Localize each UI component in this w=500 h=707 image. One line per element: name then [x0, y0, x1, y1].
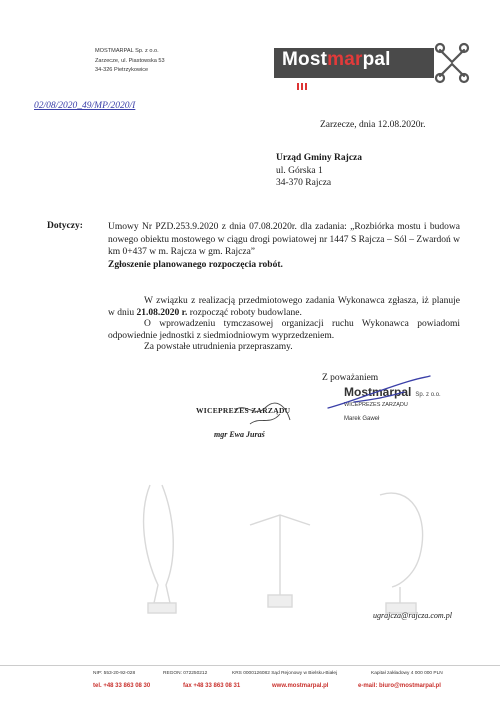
body-paragraph-2: O wprowadzeniu tymczasowej organizacji ruchu Wykonawca powiadomi odpowiednie jednostki z siedmiodniowym wyprzedzeniem. — [108, 319, 460, 341]
footer-capital: Kapitał zakładowy 4 000 000 PLN — [371, 671, 443, 676]
letter-body — [108, 296, 460, 354]
stamp-role: WICEPREZES ZARZĄDU — [344, 402, 408, 408]
footer-krs: KRS 0000126082 Sąd Rejonowy w Bielsku-Białej — [232, 671, 338, 676]
logo-text — [282, 49, 391, 71]
company-address — [95, 47, 165, 76]
start-date: 21.08.2020 r. — [136, 307, 188, 318]
recipient-address — [276, 152, 362, 190]
logo-prefix: Most — [282, 49, 328, 70]
crane-hook-icon — [434, 40, 472, 86]
subject-label: Dotyczy: — [47, 221, 83, 231]
vice-president-title: WICEPREZES ZARZĄDU — [196, 406, 291, 415]
footer-regon: REGON: 072250212 — [163, 671, 208, 676]
vice-president-name: mgr Ewa Juraś — [214, 430, 265, 439]
stamp-company-suffix: Sp. z o.o. — [415, 392, 441, 398]
company-logo — [274, 40, 472, 88]
closing-phrase: Z poważaniem — [322, 373, 379, 383]
vice-president-signature — [230, 398, 300, 428]
stamp-person: Marek Gaweł — [344, 416, 380, 422]
company-city: 34-326 Pietrzykowice — [95, 67, 149, 73]
recipient-street: ul. Górska 1 — [276, 165, 323, 176]
body-paragraph-1: W związku z realizacją przedmiotowego zadania Wykonawca zgłasza, iż planuje w dniu 21.08.2020 r. rozpocząć roboty budowlane. — [108, 296, 460, 318]
reference-number: 02/08/2020_49/MP/2020/I — [34, 101, 136, 111]
subject-text: Umowy Nr PZD.253.9.2020 z dnia 07.08.2020r. dla zadania: „Rozbiórka mostu i budowa nowego obiektu mostowego w ciągu drogi powiatowej nr 1447 S Rajcza – Sól – Zwardoń w km 0+437 w m. Rajcza w gm. Rajcza” — [108, 222, 460, 257]
footer-fax: fax +48 33 863 08 31 — [183, 683, 241, 689]
footer-website[interactable]: www.mostmarpal.pl — [272, 683, 329, 689]
recipient-name: Urząd Gminy Rajcza — [276, 153, 363, 163]
footer-phone[interactable]: tel. +48 33 863 08 30 — [93, 683, 151, 689]
footer-email[interactable]: e-mail: biuro@mostmarpal.pl — [358, 683, 441, 689]
footer-nip: NIP: 553-20-92-028 — [93, 671, 136, 676]
subject-emphasis: Zgłoszenie planowanego rozpoczęcia robót. — [108, 259, 283, 270]
body-paragraph-3: Za powstałe utrudnienia przepraszamy. — [144, 342, 293, 353]
logo-marks — [297, 77, 309, 95]
stamp-company-name: Mostmarpal — [344, 385, 412, 399]
recipient-city: 34-370 Rajcza — [276, 178, 332, 188]
logo-suffix: pal — [362, 49, 391, 70]
trophy-watermark — [130, 475, 460, 620]
subject-block — [108, 221, 460, 271]
received-stamp-email: ugrajcza@rajcza.com.pl — [373, 611, 452, 620]
signature-scribble — [324, 374, 434, 414]
company-name: MOSTMARPAL Sp. z o.o. — [95, 48, 159, 54]
letter-date: Zarzecze, dnia 12.08.2020r. — [320, 120, 426, 130]
company-street: Zarzecze, ul. Piastowska 53 — [95, 57, 165, 64]
footer-divider — [0, 665, 500, 666]
logo-accent: mar — [327, 49, 363, 70]
